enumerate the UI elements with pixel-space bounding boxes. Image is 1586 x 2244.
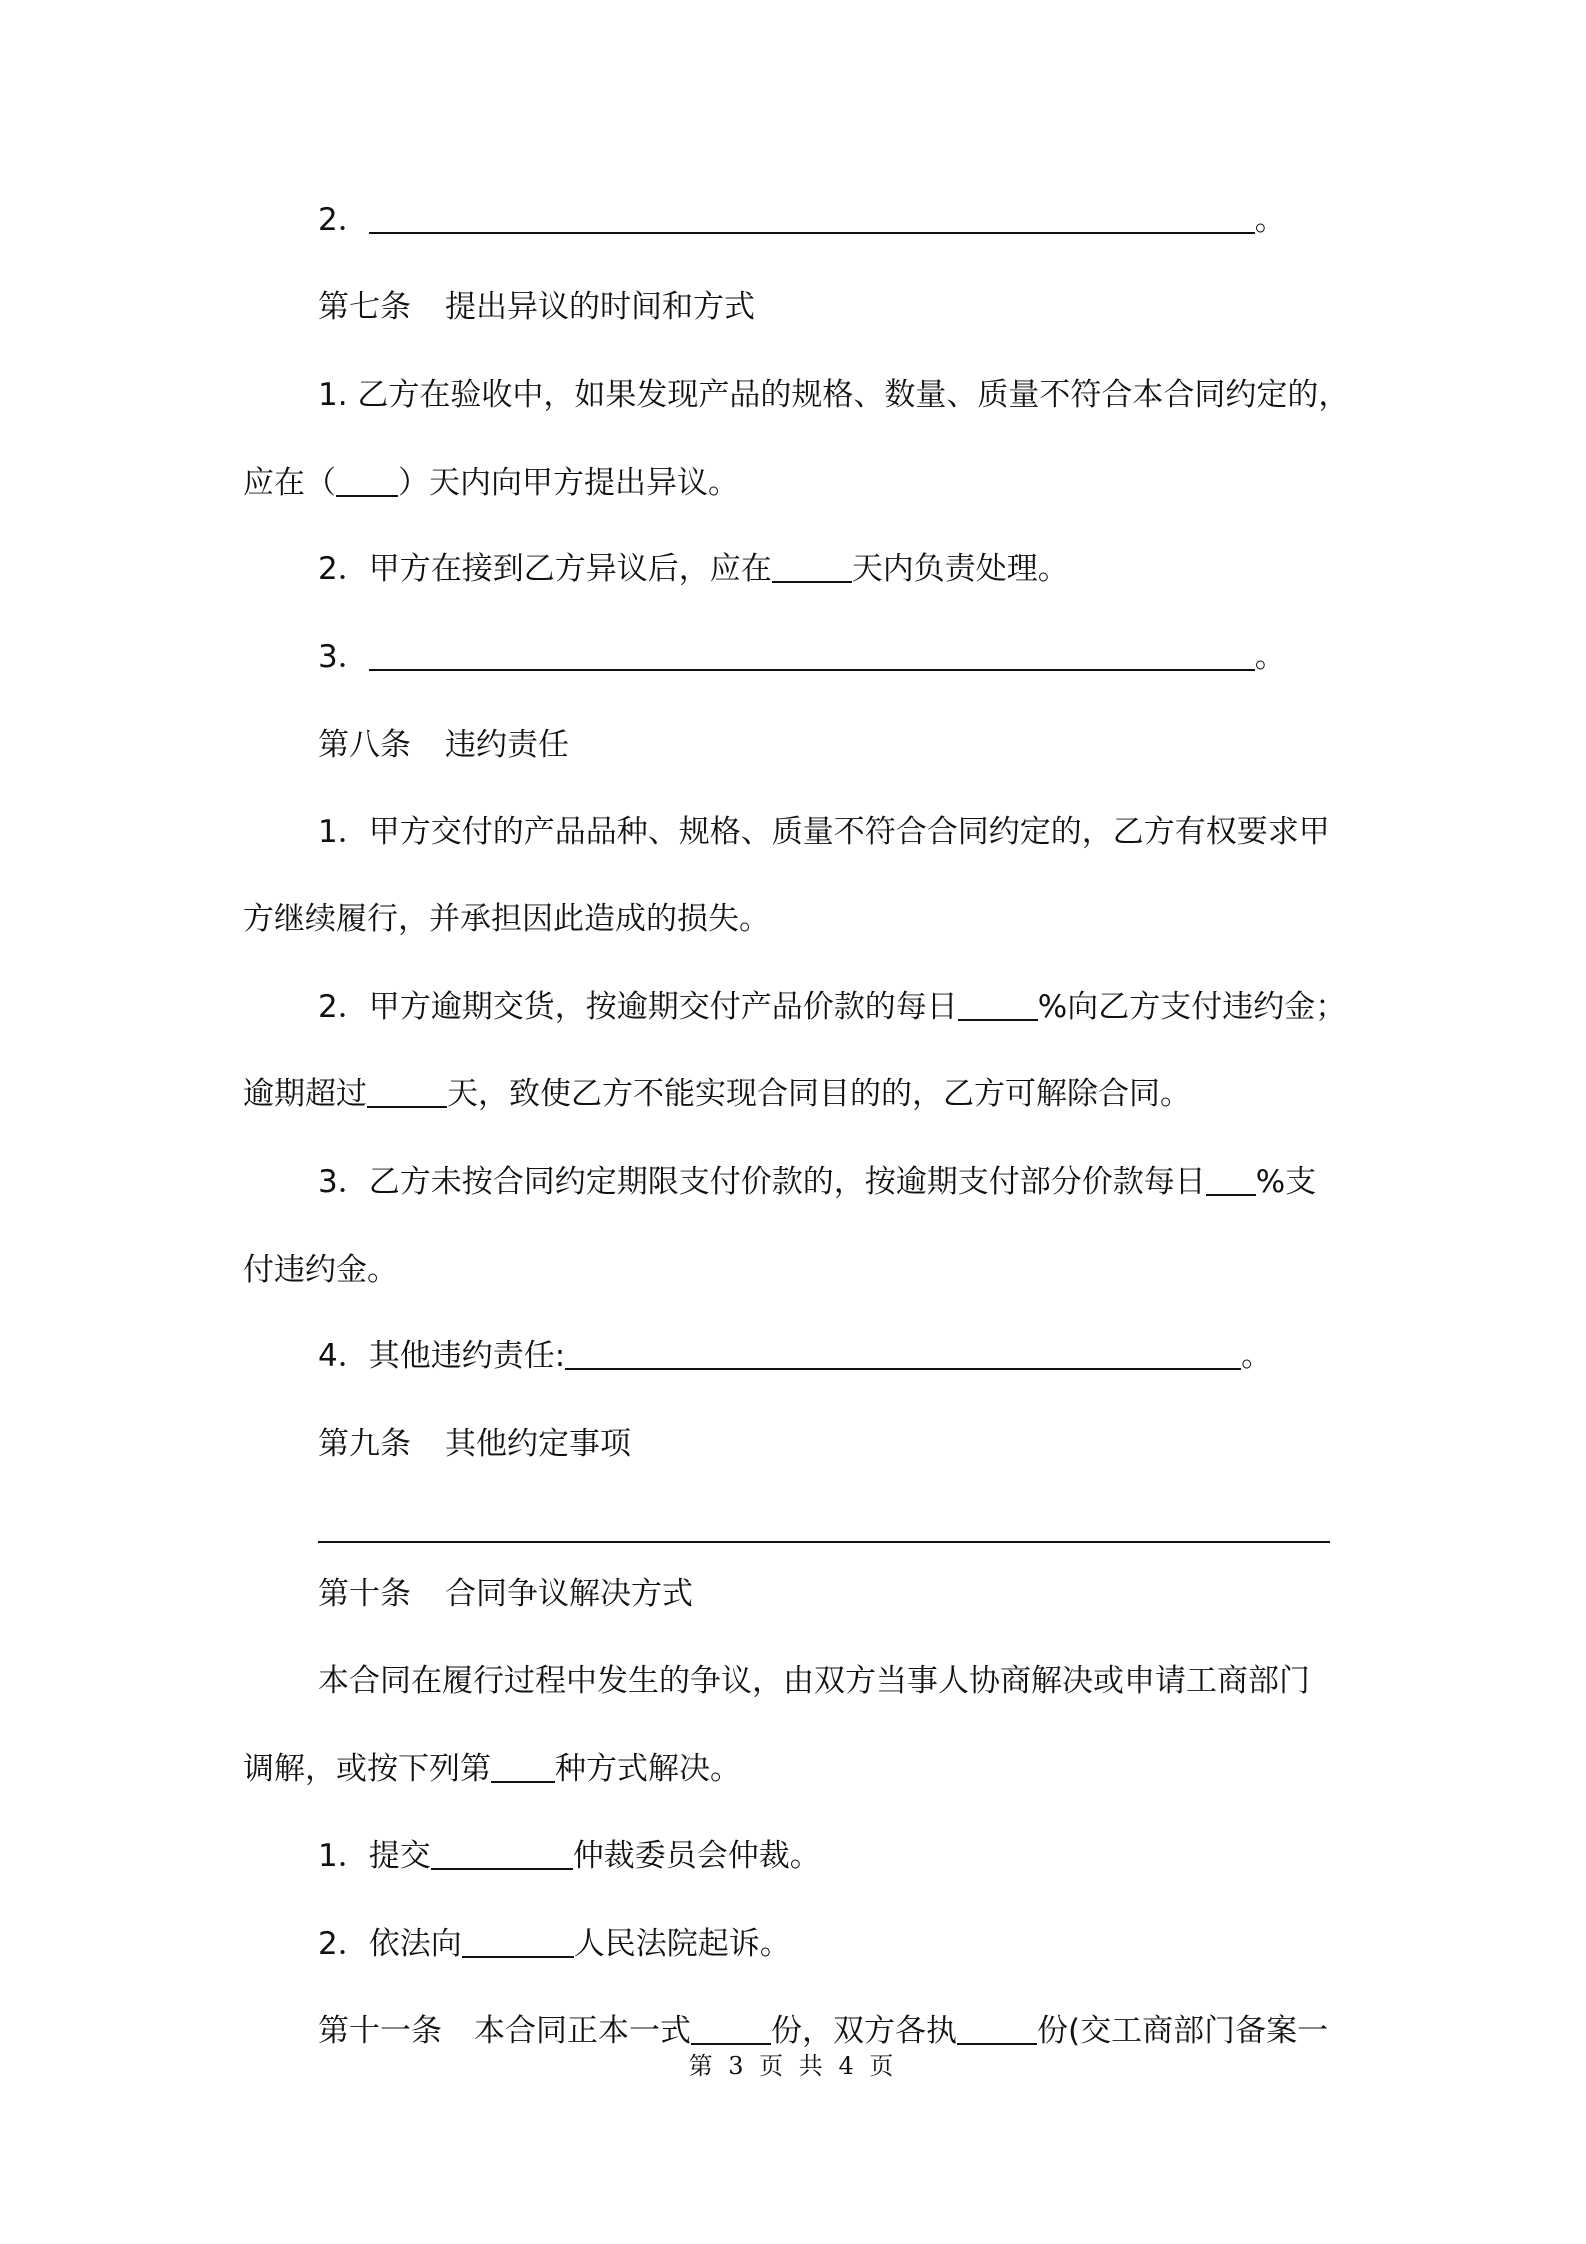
article-10-body: 本合同在履行过程中发生的争议，由双方当事人协商解决或申请工商部门	[318, 1663, 1310, 1699]
article-8-heading: 第八条 违约责任	[318, 727, 569, 763]
article-8-item-3-cont: 付违约金。	[243, 1252, 398, 1288]
article-8-item-2: 2．甲方逾期交货，按逾期交付产品价款的每日 %向乙方支付违约金；	[318, 989, 1347, 1025]
fill-blank	[691, 2013, 771, 2045]
fill-blank	[462, 1926, 574, 1958]
article-8-item-2-cont: 逾期超过 天，致使乙方不能实现合同目的的，乙方可解除合同。	[243, 1076, 1191, 1112]
fill-blank	[957, 2013, 1037, 2045]
fill-blank	[369, 639, 1255, 671]
article-7-item-3: 3． 。	[318, 639, 1286, 675]
page-footer: 第 3 页 共 4 页	[688, 2052, 898, 2080]
fill-blank	[958, 989, 1038, 1021]
article-8-item-3: 3．乙方未按合同约定期限支付价款的，按逾期支付部分价款每日 %支	[318, 1164, 1317, 1200]
fill-blank	[367, 1076, 447, 1108]
article-7-item-1: 1. 乙方在验收中，如果发现产品的规格、数量、质量不符合本合同约定的，	[318, 377, 1350, 413]
article-9-fill-line	[318, 1541, 1330, 1543]
article-9-heading: 第九条 其他约定事项	[318, 1426, 631, 1462]
article-8-item-1-cont: 方继续履行，并承担因此造成的损失。	[243, 901, 770, 937]
article-10-heading: 第十条 合同争议解决方式	[318, 1576, 693, 1612]
fill-blank	[369, 202, 1255, 234]
article-7-item-1-cont: 应在（ ）天内向甲方提出异议。	[243, 465, 739, 501]
article-10-option-2: 2．依法向 人民法院起诉。	[318, 1926, 791, 1962]
article-8-item-4: 4．其他违约责任: 。	[318, 1338, 1273, 1374]
article-10-body-cont: 调解，或按下列第 种方式解决。	[243, 1751, 741, 1787]
fill-blank	[565, 1338, 1241, 1370]
fill-blank	[336, 465, 398, 497]
article-8-item-1: 1．甲方交付的产品品种、规格、质量不符合合同约定的，乙方有权要求甲	[318, 814, 1330, 850]
clause-7-prev-item-2: 2． 。	[318, 202, 1286, 238]
article-10-option-1: 1．提交 仲裁委员会仲裁。	[318, 1838, 821, 1874]
fill-blank	[431, 1838, 573, 1870]
fill-blank	[1206, 1164, 1256, 1196]
article-7-item-2: 2．甲方在接到乙方异议后，应在 天内负责处理。	[318, 551, 1069, 587]
fill-blank	[491, 1751, 555, 1783]
article-11-body: 第十一条 本合同正本一式 份，双方各执 份(交工商部门备案一	[318, 2013, 1329, 2049]
fill-blank	[772, 551, 852, 583]
article-7-heading: 第七条 提出异议的时间和方式	[318, 289, 755, 325]
